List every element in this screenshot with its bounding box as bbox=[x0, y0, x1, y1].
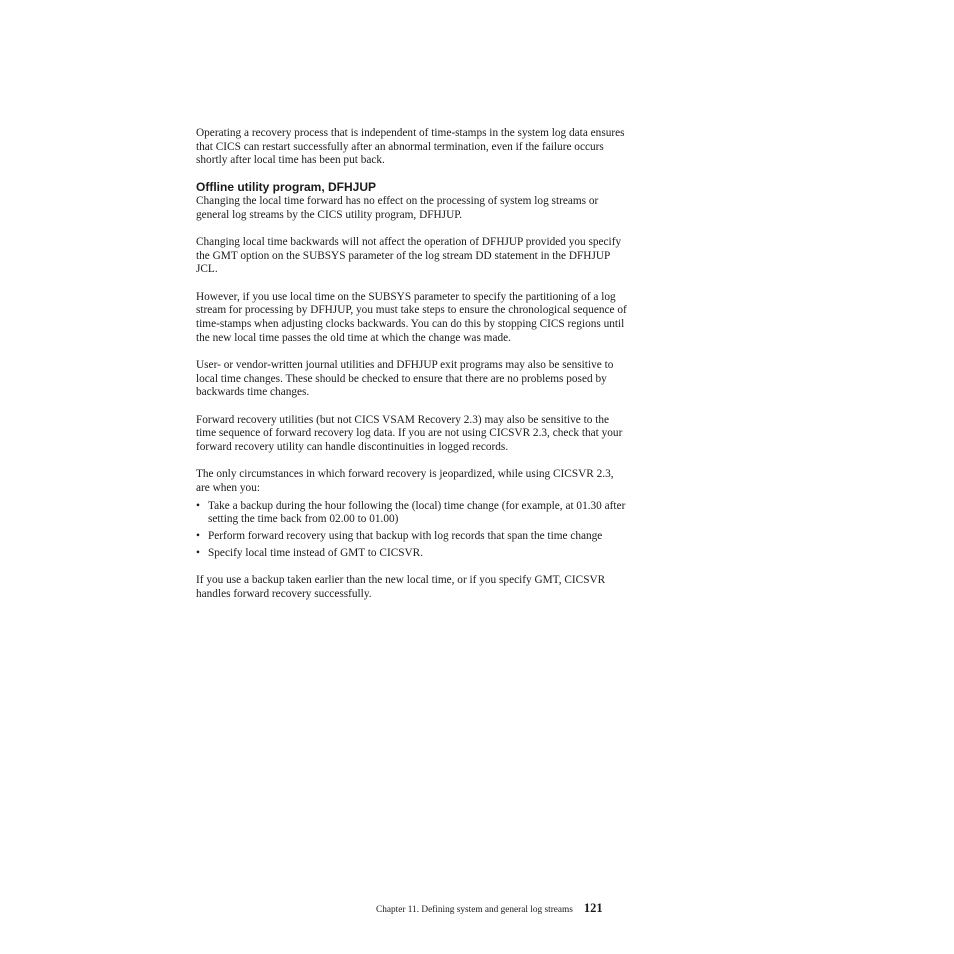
section-heading: Offline utility program, DFHJUP bbox=[196, 180, 377, 195]
page-number: 121 bbox=[583, 901, 603, 915]
bullet-marker: • bbox=[196, 499, 200, 512]
list-item-text: Take a backup during the hour following the (local) time change (for example, at 01.30 after setting the time back from 02.00 to 01.00) bbox=[208, 499, 626, 526]
list-item bbox=[196, 547, 628, 561]
paragraph-2: Changing local time backwards will not affect the operation of DFHJUP provided you specify the GMT option on the SUBSYS parameter of the log stream DD statement in the DFHJUP JCL. bbox=[196, 236, 622, 276]
paragraph-5: Forward recovery utilities (but not CICS VSAM Recovery 2.3) may also be sensitive to the time sequence of forward recovery log data. If you are not using CICSVR 2.3, check that your forward recovery utility can handle discontinuities in logged records. bbox=[196, 413, 623, 453]
bullet-marker: • bbox=[196, 546, 200, 559]
page-footer bbox=[376, 901, 628, 917]
closing-paragraph: If you use a backup taken earlier than the new local time, or if you specify GMT, CICSVR handles forward recovery successfully. bbox=[196, 573, 606, 600]
bullet-marker: • bbox=[196, 529, 200, 542]
paragraph-3: However, if you use local time on the SUBSYS parameter to specify the partitioning of a log stream for processing by DFHJUP, you must take steps to ensure the chronological sequence of time-stamps when adjusting clocks backwards. You can do this by stopping CICS regions until the new local time passes the old time at which the change was made. bbox=[196, 290, 627, 344]
paragraph-4: User- or vendor-written journal utilities and DFHJUP exit programs may also be sensitive to local time changes. These should be checked to ensure that there are no problems posed by backwards time changes. bbox=[196, 358, 614, 399]
paragraph-6: The only circumstances in which forward recovery is jeopardized, while using CICSVR 2.3, are when you: bbox=[196, 468, 614, 494]
paragraph-1: Changing the local time forward has no effect on the processing of system log streams or general log streams by the CICS utility program, DFHJUP. bbox=[196, 195, 599, 221]
bullet-list bbox=[196, 500, 628, 561]
intro-paragraph: Operating a recovery process that is independent of time-stamps in the system log data ensures that CICS can restart successfully after an abnormal termination, even if the failure occurs shortly after local time has been put back. bbox=[196, 127, 625, 167]
footer-chapter-title: Chapter 11. Defining system and general log streams bbox=[376, 905, 573, 915]
list-item-text: Perform forward recovery using that backup with log records that span the time change bbox=[208, 529, 603, 542]
list-item-text: Specify local time instead of GMT to CICSVR. bbox=[208, 546, 424, 559]
list-item bbox=[196, 530, 628, 544]
page-body bbox=[196, 127, 628, 615]
list-item bbox=[196, 500, 628, 527]
